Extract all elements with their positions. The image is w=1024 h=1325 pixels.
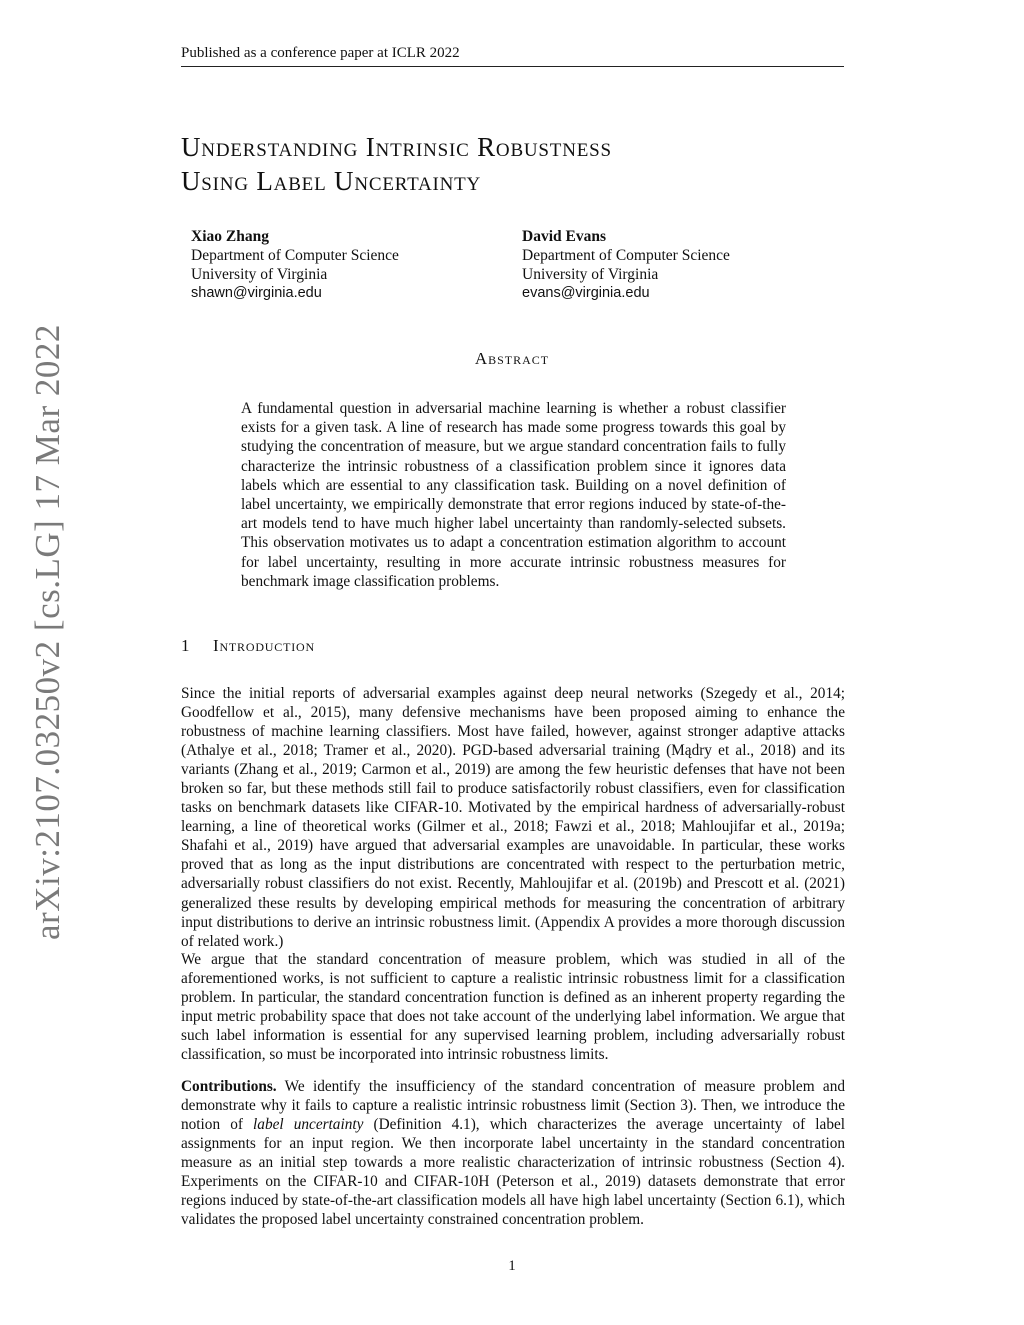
section-title: Introduction [213,636,315,655]
intro-paragraph-1: Since the initial reports of adversarial examples against deep neural networks (Szegedy et al., 2014; Goodfellow et al., 2015), many defensive mechanisms have been proposed aiming to enhance the robustness of machine learning classifiers. Most have failed, however, against stronger adaptive attacks (Athalye et al., 2018; Tramer et al., 2020). PGD-based adversarial training (Mądry et al., 2018) and its variants (Zhang et al., 2019; Carmon et al., 2019) are among the few heuristic defenses that have not been broken so far, but these methods still fail to produce satisfactorily robust classifiers, even for classification tasks on benchmark datasets like CIFAR-10. Motivated by the empirical hardness of adversarially-robust learning, a line of theoretical works (Gilmer et al., 2018; Fawzi et al., 2018; Mahloujifar et al., 2019a; Shafahi et al., 2019) have argued that adversarial examples are unavoidable. In particular, these works proved that as long as the input distributions are concentrated with respect to the perturbation metric, adversarially robust classifiers do not exist. Recently, Mahloujifar et al. (2019b) and Prescott et al. (2021) generalized these results by developing empirical methods for measuring the concentration of arbitrary input distributions to derive an intrinsic robustness limit. (Appendix A provides a more thorough discussion of related work.) [181,685,845,950]
abstract-heading: Abstract [474,349,550,368]
author-block-2 [522,227,730,303]
contributions-text-b: (Definition 4.1), which characterizes the average uncertainty of label assignments for an input region. We then incorporate label uncertainty in the standard concentration measure as an initial step towards a more realistic characterization of intrinsic robustness (Section 4). Experiments on the CIFAR-10 and CIFAR-10H (Peterson et al., 2019) datasets demonstrate that error regions induced by state-of-the-art classification models all have high label uncertainty (Section 6.1), which validates the proposed label uncertainty constrained concentration problem. [181,1116,846,1229]
section-heading-introduction [181,636,315,656]
author-university: University of Virginia [522,266,659,283]
title-line-1: Understanding Intrinsic Robustness [181,132,612,162]
author-university: University of Virginia [191,266,328,283]
contributions-paragraph [181,1077,845,1229]
author-department: Department of Computer Science [522,247,730,264]
author-email[interactable]: shawn@virginia.edu [191,285,322,301]
section-number: 1 [181,636,191,655]
author-department: Department of Computer Science [191,247,399,264]
contributions-text-a: We identify the insufficiency of the standard concentration of measure problem and demonstrate why it fails to capture a realistic intrinsic robustness limit (Section 3). Then, we introduce the notion of [181,1078,845,1134]
page-number: 1 [508,1258,516,1274]
running-head: Published as a conference paper at ICLR 2022 [181,44,844,67]
paper-title [181,130,821,198]
intro-paragraph-2: We argue that the standard concentration of measure problem, which was studied in all of the aforementioned works, is not sufficient to capture a realistic intrinsic robustness limit for a classification problem. In particular, the standard concentration function is defined as an inherent property regarding the input metric probability space that does not take account of the underlying label information. We argue that such label information is essential for any supervised learning problem, including adversarially robust classification, so must be incorporated into intrinsic robustness limits. [181,951,845,1064]
title-line-2: Using Label Uncertainty [181,166,482,196]
label-uncertainty-term: label uncertainty [253,1116,364,1134]
arxiv-stamp[interactable]: arXiv:2107.03250v2 [cs.LG] 17 Mar 2022 [28,324,67,940]
author-block-1 [191,227,399,303]
author-name: Xiao Zhang [191,228,269,245]
author-email[interactable]: evans@virginia.edu [522,285,650,301]
abstract-text: A fundamental question in adversarial machine learning is whether a robust classifier exists for a given task. A line of research has made some progress towards this goal by studying the concentration of measure, but we argue standard concentration fails to fully characterize the intrinsic robustness of a classification problem since it ignores data labels which are essential to any classification task. Building on a novel definition of label uncertainty, we empirically demonstrate that error regions induced by state-of-the-art models tend to have much higher label uncertainty than randomly-selected subsets. This observation motivates us to adapt a concentration estimation algorithm to account for label uncertainty, resulting in more accurate intrinsic robustness measures for benchmark image classification problems. [241,400,786,590]
contributions-lead: Contributions. [181,1078,277,1095]
author-name: David Evans [522,228,606,245]
